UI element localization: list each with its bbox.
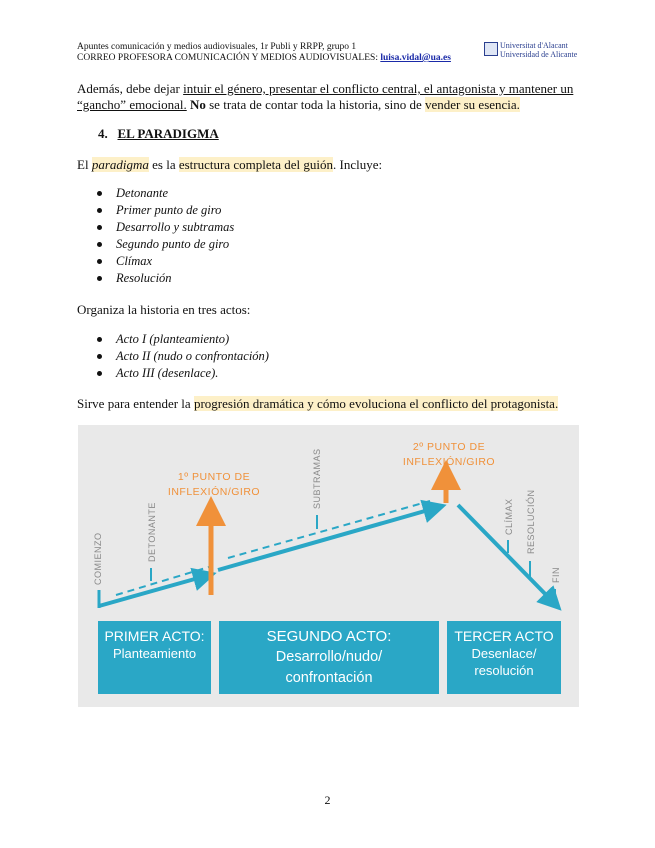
act-1-title: PRIMER ACTO: <box>104 628 205 644</box>
intro-text-1: Además, debe dejar <box>77 81 184 96</box>
act-3-subtitle-2: resolución <box>474 663 534 678</box>
paradigma-text-3: . Incluye: <box>332 157 383 172</box>
intro-underlined-1: intuir el género, presentar el conflicto central, el antagonista y mantener un <box>183 81 574 96</box>
label-fin: FIN <box>551 567 561 583</box>
header-email-link[interactable]: luisa.vidal@ua.es <box>380 53 451 63</box>
list-item: Acto III (desenlace). <box>94 365 269 382</box>
section-title: EL PARADIGMA <box>117 126 219 141</box>
list-item: Resolución <box>94 270 234 287</box>
label-climax: CLÍMAX <box>504 498 514 535</box>
list-item: Clímax <box>94 253 234 270</box>
pp2-label-line2: INFLEXIÓN/GIRO <box>402 456 496 468</box>
act2-arrow <box>218 507 439 570</box>
intro-bold-no: No <box>189 97 206 112</box>
act-3-box <box>447 621 561 694</box>
purpose-highlight: progresión dramática y cómo evoluciona el conflicto del protagonista. <box>193 396 559 411</box>
paradigma-highlight: estructura completa del guión <box>178 157 333 172</box>
label-subtramas: SUBTRAMAS <box>312 448 322 509</box>
act2-dashed-line <box>228 501 430 558</box>
list-item: Segundo punto de giro <box>94 236 234 253</box>
label-detonante: DETONANTE <box>147 502 157 562</box>
act-2-box <box>219 621 439 694</box>
pp1-label-line2: INFLEXIÓN/GIRO <box>167 486 261 498</box>
list-item: Primer punto de giro <box>94 202 234 219</box>
act-1-box <box>98 621 211 694</box>
act-2-subtitle-2: confrontación <box>285 670 373 686</box>
header-course-line: Apuntes comunicación y medios audiovisuales, 1r Publi y RRPP, grupo 1 <box>77 42 357 52</box>
paradigma-term: paradigma <box>91 157 149 172</box>
purpose-text: Sirve para entender la <box>77 396 194 411</box>
act-3-subtitle-1: Desenlace/ <box>471 646 537 661</box>
intro-line-2 <box>77 97 520 112</box>
list-item: Detonante <box>94 185 234 202</box>
intro-highlight: vender su esencia. <box>425 97 520 112</box>
logo-line-1: Universitat d'Alacant <box>500 41 568 50</box>
paradigma-text-2: es la <box>148 157 179 172</box>
intro-line-1 <box>77 81 573 96</box>
header-email-line <box>77 53 451 64</box>
list-item: Desarrollo y subtramas <box>94 219 234 236</box>
label-resolucion: RESOLUCIÓN <box>526 489 536 554</box>
pp1-label-line1: 1º PUNTO DE <box>177 471 251 483</box>
logo-line-2: Universidad de Alicante <box>500 50 578 59</box>
act-2-title: SEGUNDO ACTO: <box>266 628 392 645</box>
university-logo <box>484 42 584 60</box>
label-comienzo: COMIENZO <box>93 532 103 585</box>
intro-underlined-2: “gancho” emocional. <box>77 97 187 112</box>
paradigm-diagram <box>78 425 579 707</box>
section-number: 4. <box>98 126 108 141</box>
list-item: Acto I (planteamiento) <box>94 331 269 348</box>
purpose-sentence <box>77 396 558 411</box>
section-heading <box>98 126 219 142</box>
pp2-label-line1: 2º PUNTO DE <box>412 441 486 453</box>
paradigma-definition <box>77 157 382 172</box>
paradigm-elements-list <box>94 185 234 287</box>
act-3-title: TERCER ACTO <box>454 628 554 644</box>
intro-text-2: se trata de contar toda la historia, sino de <box>205 97 425 112</box>
page-number: 2 <box>324 793 331 807</box>
university-emblem-icon <box>484 42 498 56</box>
header-email-prefix: CORREO PROFESORA COMUNICACIÓN Y MEDIOS AUDIOVISUALES: <box>77 53 381 63</box>
paradigma-text-1: El <box>77 157 92 172</box>
acts-intro: Organiza la historia en tres actos: <box>77 302 251 317</box>
act-1-subtitle: Planteamiento <box>112 646 197 661</box>
act1-arrow <box>99 575 209 606</box>
acts-list <box>94 331 269 382</box>
act-2-subtitle-1: Desarrollo/nudo/ <box>275 649 383 665</box>
list-item: Acto II (nudo o confrontación) <box>94 348 269 365</box>
